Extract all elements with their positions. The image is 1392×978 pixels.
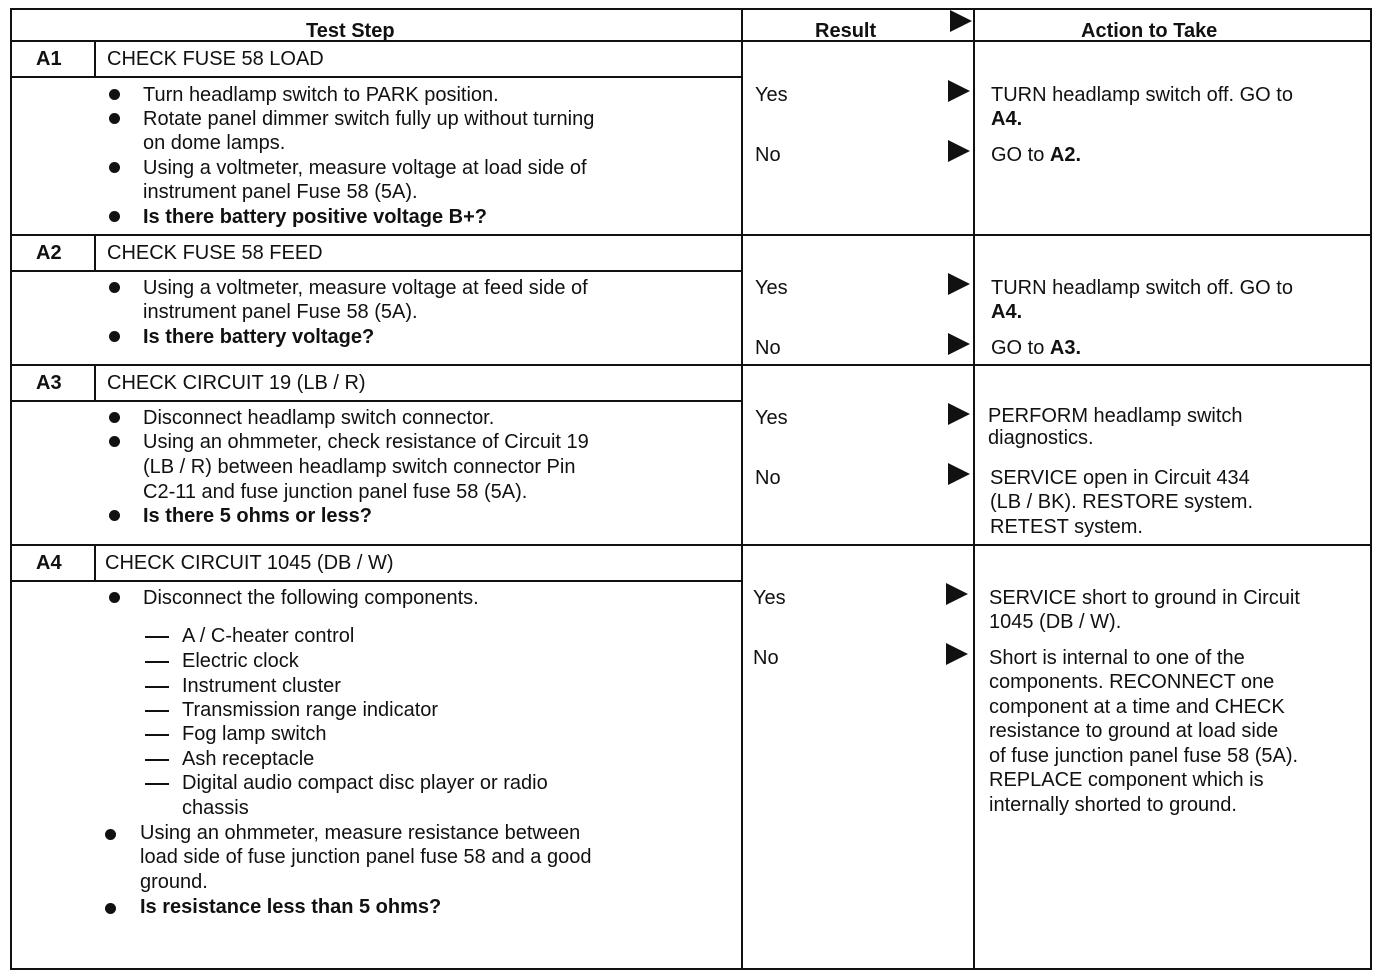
a1-line-5: instrument panel Fuse 58 (5A).	[143, 181, 418, 203]
a4-component-1: A / C-heater control	[182, 625, 355, 647]
table-border-top	[10, 8, 1372, 10]
a3-yes-action-1: PERFORM headlamp switch	[988, 405, 1243, 427]
a4-component-4: Transmission range indicator	[182, 699, 439, 721]
a1-line-2: Rotate panel dimmer switch fully up without turning	[143, 108, 595, 130]
dash-icon	[145, 686, 169, 688]
bullet-icon	[105, 829, 116, 840]
step-title-a3: CHECK CIRCUIT 19 (LB / R)	[107, 372, 366, 394]
a2-yes-action-ref: A4.	[991, 301, 1023, 323]
arrow-right-icon	[948, 140, 970, 162]
a4-no-action-4: resistance to ground at load side	[989, 720, 1279, 742]
a3-title-divider	[10, 400, 742, 402]
step-id-a4: A4	[36, 552, 62, 574]
a2-no-action-text: GO to	[991, 337, 1050, 359]
arrow-right-icon	[948, 333, 970, 355]
header-arrow-icon	[950, 10, 972, 32]
a3-no-action-1: SERVICE open in Circuit 434	[990, 467, 1250, 489]
a4-line-2: load side of fuse junction panel fuse 58 and a good	[140, 846, 592, 868]
bullet-icon	[109, 282, 120, 293]
a2-bottom-divider	[10, 364, 1372, 366]
a4-component-2: Electric clock	[182, 650, 299, 672]
a4-component-6: Ash receptacle	[182, 748, 315, 770]
a2-question: Is there battery voltage?	[143, 326, 375, 348]
a3-id-divider	[94, 365, 96, 401]
bullet-icon	[109, 211, 120, 222]
bullet-icon	[109, 89, 120, 100]
a4-no-action-3: component at a time and CHECK	[989, 696, 1285, 718]
a4-intro: Disconnect the following components.	[143, 587, 479, 609]
diagnostic-table	[10, 8, 1372, 970]
a4-no-action-2: components. RECONNECT one	[989, 671, 1275, 693]
bullet-icon	[109, 510, 120, 521]
a1-no-action	[991, 143, 1081, 168]
arrow-right-icon	[948, 403, 970, 425]
table-border-right	[1370, 8, 1372, 970]
a2-no-action	[991, 336, 1081, 361]
step-id-a2: A2	[36, 242, 62, 264]
a3-line-1: Disconnect headlamp switch connector.	[143, 407, 495, 429]
column-divider-result	[741, 8, 743, 970]
a2-no-action-ref: A3.	[1049, 337, 1082, 359]
a1-no-action-ref: A2.	[1049, 144, 1082, 166]
a1-line-4: Using a voltmeter, measure voltage at load side of	[143, 157, 587, 179]
header-action: Action to Take	[1081, 20, 1218, 42]
a3-line-2: Using an ohmmeter, check resistance of Circuit 19	[143, 431, 589, 453]
column-divider-action	[973, 8, 975, 970]
a2-result-no: No	[755, 337, 781, 359]
a1-line-1: Turn headlamp switch to PARK position.	[143, 84, 499, 106]
dash-icon	[145, 734, 169, 736]
a4-id-divider	[94, 545, 96, 581]
a2-yes-action: TURN headlamp switch off. GO to	[991, 277, 1293, 299]
a3-result-no: No	[755, 467, 781, 489]
a4-no-action-7: internally shorted to ground.	[989, 794, 1237, 816]
a2-result-yes: Yes	[755, 277, 788, 299]
table-border-left	[10, 8, 12, 970]
a4-result-no: No	[753, 647, 779, 669]
bullet-icon	[109, 436, 120, 447]
bullet-icon	[109, 331, 120, 342]
a4-component-8: chassis	[182, 797, 249, 819]
a1-question: Is there battery positive voltage B+?	[143, 206, 487, 228]
bullet-icon	[109, 592, 120, 603]
a3-line-3: (LB / R) between headlamp switch connector Pin	[143, 456, 576, 478]
step-id-a1: A1	[36, 48, 62, 70]
a4-component-3: Instrument cluster	[182, 675, 341, 697]
a3-yes-action-2: diagnostics.	[988, 427, 1094, 449]
a4-question: Is resistance less than 5 ohms?	[140, 896, 442, 918]
a1-line-3: on dome lamps.	[143, 132, 286, 154]
a4-component-7: Digital audio compact disc player or radio	[182, 772, 548, 794]
a3-no-action-2: (LB / BK). RESTORE system.	[990, 491, 1254, 513]
a4-yes-action-2: 1045 (DB / W).	[989, 611, 1122, 633]
bullet-icon	[105, 903, 116, 914]
a1-id-divider	[94, 41, 96, 77]
a4-line-3: ground.	[140, 871, 208, 893]
a4-title-divider	[10, 580, 742, 582]
a2-title-divider	[10, 270, 742, 272]
a3-bottom-divider	[10, 544, 1372, 546]
arrow-right-icon	[948, 463, 970, 485]
a3-result-yes: Yes	[755, 407, 788, 429]
step-title-a1: CHECK FUSE 58 LOAD	[107, 48, 324, 70]
a1-bottom-divider	[10, 234, 1372, 236]
a4-yes-action-1: SERVICE short to ground in Circuit	[989, 587, 1300, 609]
a3-question: Is there 5 ohms or less?	[143, 505, 372, 527]
arrow-right-icon	[946, 643, 968, 665]
a4-component-5: Fog lamp switch	[182, 723, 327, 745]
step-id-a3: A3	[36, 372, 62, 394]
a4-no-action-5: of fuse junction panel fuse 58 (5A).	[989, 745, 1299, 767]
a1-result-yes: Yes	[755, 84, 788, 106]
a2-id-divider	[94, 235, 96, 271]
a1-yes-action-ref: A4.	[991, 108, 1023, 130]
a4-no-action-1: Short is internal to one of the	[989, 647, 1245, 669]
bullet-icon	[109, 412, 120, 423]
dash-icon	[145, 710, 169, 712]
a3-line-4: C2-11 and fuse junction panel fuse 58 (5A).	[143, 481, 528, 503]
bullet-icon	[109, 113, 120, 124]
dash-icon	[145, 783, 169, 785]
dash-icon	[145, 759, 169, 761]
a4-result-yes: Yes	[753, 587, 786, 609]
step-title-a2: CHECK FUSE 58 FEED	[107, 242, 323, 264]
arrow-right-icon	[948, 80, 970, 102]
a2-line-1: Using a voltmeter, measure voltage at feed side of	[143, 277, 588, 299]
a2-line-2: instrument panel Fuse 58 (5A).	[143, 301, 418, 323]
step-title-a4: CHECK CIRCUIT 1045 (DB / W)	[105, 552, 394, 574]
arrow-right-icon	[946, 583, 968, 605]
a1-result-no: No	[755, 144, 781, 166]
arrow-right-icon	[948, 273, 970, 295]
a4-line-1: Using an ohmmeter, measure resistance between	[140, 822, 581, 844]
header-test-step: Test Step	[306, 20, 395, 42]
dash-icon	[145, 636, 169, 638]
a1-yes-action: TURN headlamp switch off. GO to	[991, 84, 1293, 106]
header-result: Result	[815, 20, 877, 42]
table-border-bottom	[10, 968, 1372, 970]
a1-no-action-text: GO to	[991, 144, 1050, 166]
a4-no-action-6: REPLACE component which is	[989, 769, 1264, 791]
dash-icon	[145, 661, 169, 663]
a1-title-divider	[10, 76, 742, 78]
a3-no-action-3: RETEST system.	[990, 516, 1143, 538]
bullet-icon	[109, 162, 120, 173]
